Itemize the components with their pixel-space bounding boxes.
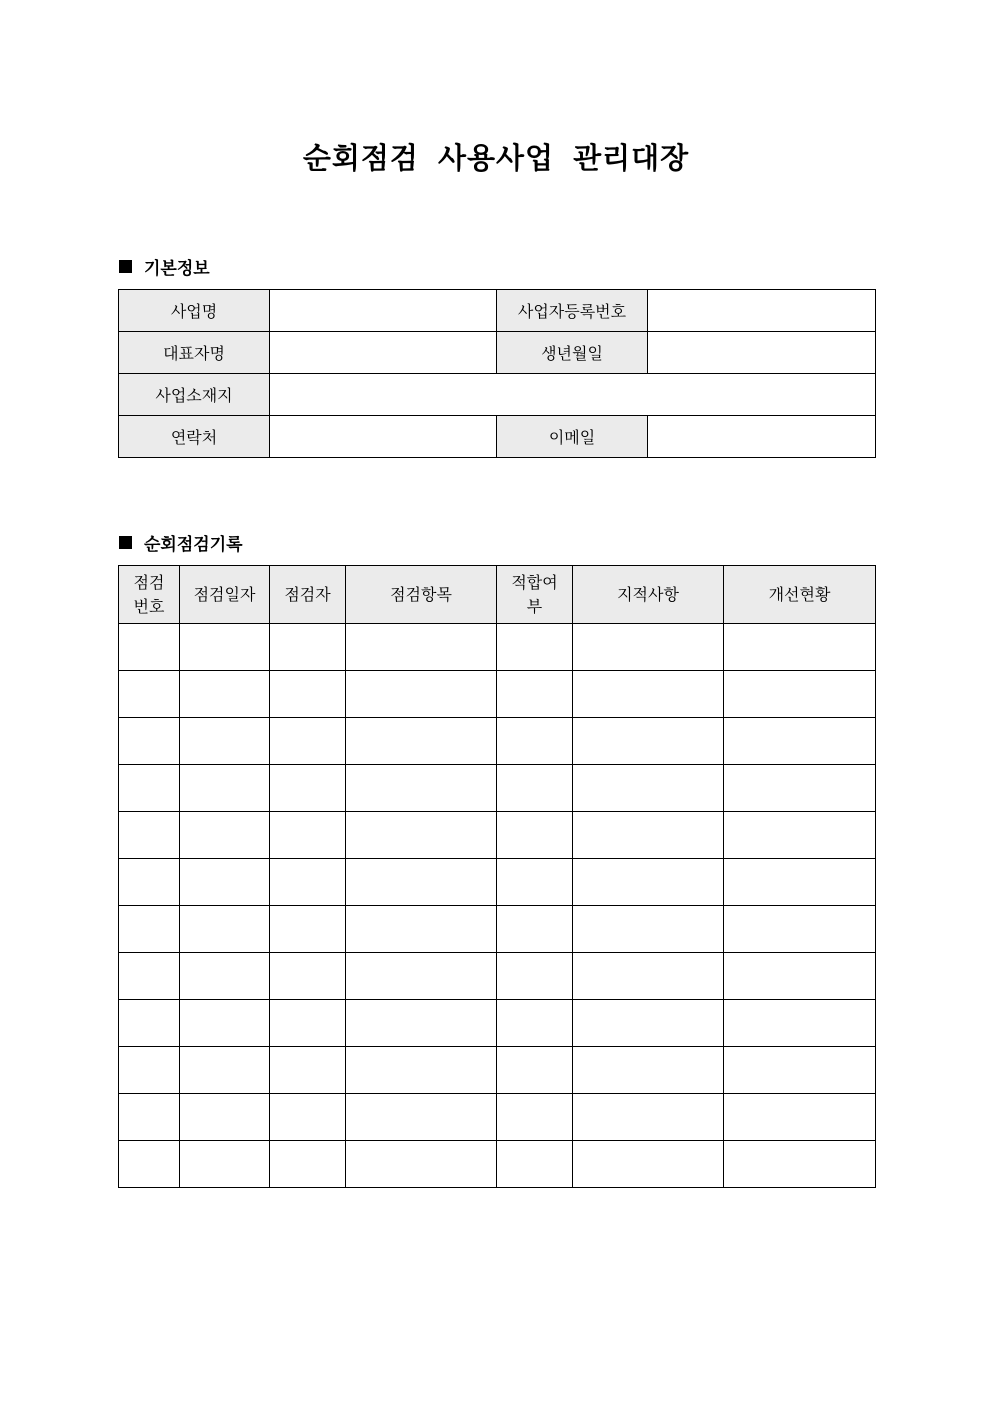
table-row [119,624,876,671]
inspection-item-cell[interactable] [346,812,497,859]
inspection-number-cell[interactable] [119,718,180,765]
inspector-cell[interactable] [270,624,346,671]
findings-cell[interactable] [573,624,724,671]
table-row [119,290,876,332]
contact-field[interactable] [270,416,497,458]
business-reg-number-field[interactable] [648,290,876,332]
compliance-cell[interactable] [497,812,573,859]
inspector-cell[interactable] [270,671,346,718]
page-title: 순회점검 사용사업 관리대장 [302,141,690,175]
column-header-compliance: 적합여 부 [497,566,573,624]
inspection-record-table [118,565,876,1188]
inspection-date-cell[interactable] [180,1047,270,1094]
inspection-item-cell[interactable] [346,1094,497,1141]
findings-cell[interactable] [573,1000,724,1047]
compliance-cell[interactable] [497,1094,573,1141]
compliance-cell[interactable] [497,1000,573,1047]
square-bullet-icon [119,536,132,549]
table-row [119,953,876,1000]
findings-cell[interactable] [573,812,724,859]
inspector-cell[interactable] [270,859,346,906]
email-label: 이메일 [497,416,648,458]
business-name-field[interactable] [270,290,497,332]
compliance-cell[interactable] [497,624,573,671]
inspection-number-cell[interactable] [119,765,180,812]
inspection-number-cell[interactable] [119,671,180,718]
inspection-date-cell[interactable] [180,906,270,953]
inspection-item-cell[interactable] [346,953,497,1000]
improvement-status-cell[interactable] [724,624,876,671]
inspection-item-cell[interactable] [346,671,497,718]
inspector-cell[interactable] [270,1047,346,1094]
improvement-status-cell[interactable] [724,1094,876,1141]
contact-label: 연락처 [119,416,270,458]
inspection-date-cell[interactable] [180,718,270,765]
table-row [119,332,876,374]
inspection-date-cell[interactable] [180,1141,270,1188]
inspection-number-cell[interactable] [119,1000,180,1047]
inspection-item-cell[interactable] [346,859,497,906]
inspector-cell[interactable] [270,812,346,859]
email-field[interactable] [648,416,876,458]
improvement-status-cell[interactable] [724,859,876,906]
birth-date-label: 생년월일 [497,332,648,374]
inspection-record-body [119,624,876,1188]
inspection-date-cell[interactable] [180,765,270,812]
inspection-number-cell[interactable] [119,1141,180,1188]
inspection-item-cell[interactable] [346,1047,497,1094]
table-row [119,765,876,812]
inspection-number-cell[interactable] [119,953,180,1000]
section-heading-label: 기본정보 [144,259,210,279]
inspection-item-cell[interactable] [346,1000,497,1047]
inspector-cell[interactable] [270,953,346,1000]
compliance-cell[interactable] [497,859,573,906]
inspection-item-cell[interactable] [346,718,497,765]
inspection-number-cell[interactable] [119,1094,180,1141]
inspector-cell[interactable] [270,1000,346,1047]
inspection-number-cell[interactable] [119,812,180,859]
improvement-status-cell[interactable] [724,671,876,718]
findings-cell[interactable] [573,906,724,953]
table-header-row [119,566,876,624]
column-header-findings: 지적사항 [573,566,724,624]
findings-cell[interactable] [573,1094,724,1141]
improvement-status-cell[interactable] [724,812,876,859]
inspection-date-cell[interactable] [180,1000,270,1047]
findings-cell[interactable] [573,859,724,906]
section-heading-label: 순회점검기록 [144,535,243,555]
column-header-inspector: 점검자 [270,566,346,624]
square-bullet-icon [119,260,132,273]
inspection-date-cell[interactable] [180,953,270,1000]
improvement-status-cell[interactable] [724,906,876,953]
compliance-cell[interactable] [497,765,573,812]
inspection-number-cell[interactable] [119,624,180,671]
table-row [119,906,876,953]
improvement-status-cell[interactable] [724,1141,876,1188]
section-heading-basic-info [119,254,210,279]
inspection-number-cell[interactable] [119,859,180,906]
table-row [119,859,876,906]
table-row [119,374,876,416]
inspector-cell[interactable] [270,906,346,953]
column-header-inspection-item: 점검항목 [346,566,497,624]
inspection-number-cell[interactable] [119,1047,180,1094]
business-reg-number-label: 사업자등록번호 [497,290,648,332]
compliance-cell[interactable] [497,1047,573,1094]
compliance-cell[interactable] [497,1141,573,1188]
improvement-status-cell[interactable] [724,718,876,765]
inspection-date-cell[interactable] [180,859,270,906]
compliance-cell[interactable] [497,906,573,953]
inspection-number-cell[interactable] [119,906,180,953]
compliance-cell[interactable] [497,718,573,765]
findings-cell[interactable] [573,765,724,812]
inspection-item-cell[interactable] [346,765,497,812]
improvement-status-cell[interactable] [724,765,876,812]
inspection-date-cell[interactable] [180,812,270,859]
findings-cell[interactable] [573,718,724,765]
table-row [119,416,876,458]
column-header-inspection-number: 점검 번호 [119,566,180,624]
inspection-item-cell[interactable] [346,906,497,953]
table-row [119,1000,876,1047]
business-address-label: 사업소재지 [119,374,270,416]
inspection-date-cell[interactable] [180,624,270,671]
table-row [119,718,876,765]
representative-name-field[interactable] [270,332,497,374]
inspector-cell[interactable] [270,765,346,812]
inspector-cell[interactable] [270,718,346,765]
table-row [119,1047,876,1094]
representative-name-label: 대표자명 [119,332,270,374]
compliance-cell[interactable] [497,671,573,718]
table-row [119,671,876,718]
inspector-cell[interactable] [270,1094,346,1141]
findings-cell[interactable] [573,1141,724,1188]
business-address-field[interactable] [270,374,876,416]
table-row [119,1141,876,1188]
table-row [119,812,876,859]
business-name-label: 사업명 [119,290,270,332]
column-header-inspection-date: 점검일자 [180,566,270,624]
inspection-date-cell[interactable] [180,671,270,718]
improvement-status-cell[interactable] [724,1047,876,1094]
improvement-status-cell[interactable] [724,1000,876,1047]
inspection-item-cell[interactable] [346,624,497,671]
findings-cell[interactable] [573,1047,724,1094]
table-row [119,1094,876,1141]
findings-cell[interactable] [573,953,724,1000]
basic-info-table [118,289,876,458]
column-header-improvement-status: 개선현황 [724,566,876,624]
compliance-cell[interactable] [497,953,573,1000]
findings-cell[interactable] [573,671,724,718]
inspector-cell[interactable] [270,1141,346,1188]
improvement-status-cell[interactable] [724,953,876,1000]
birth-date-field[interactable] [648,332,876,374]
inspection-date-cell[interactable] [180,1094,270,1141]
inspection-item-cell[interactable] [346,1141,497,1188]
section-heading-inspection-record [119,530,243,555]
